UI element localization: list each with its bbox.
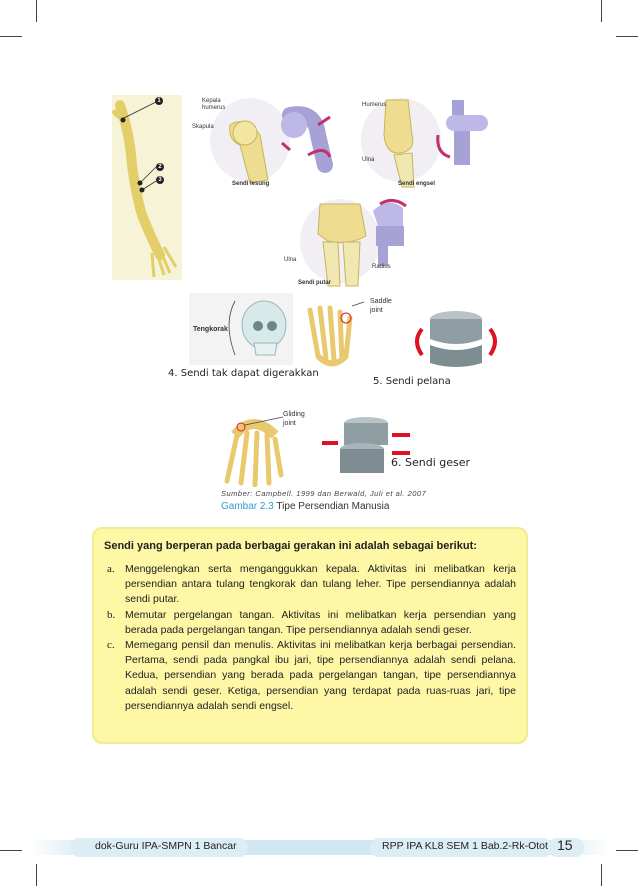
- crop-mark: [601, 0, 602, 22]
- saddle-joint-model-image: [408, 305, 504, 377]
- skull-image: [189, 293, 293, 365]
- info-box-list: [104, 562, 516, 714]
- list-item-text: Memutar pergelangan tangan. Aktivitas ini melibatkan kerja persendian yang berada pada pergelangan tangan. Tipe persendiannya adalah sendi geser.: [125, 608, 516, 636]
- gliding-joint-model-image: [318, 413, 414, 483]
- crop-mark: [0, 850, 22, 851]
- footer-right-text: RPP IPA KL8 SEM 1 Bab.2-Rk-Otot: [382, 840, 548, 852]
- crop-mark: [36, 864, 37, 886]
- list-item-marker: c.: [107, 639, 115, 652]
- label-sendi-engsel: Sendi engsel: [398, 181, 436, 187]
- crop-mark: [0, 36, 22, 37]
- label-skapula: Skapula: [192, 124, 214, 130]
- list-item-marker: a.: [107, 563, 115, 575]
- pivot-joint-image: [268, 196, 422, 290]
- gliding-joint-hand-image: [219, 405, 315, 487]
- page-number: 15: [557, 837, 573, 853]
- marker-1: 1: [155, 97, 163, 105]
- list-item-text: Menggelengkan serta menganggukkan kepala. Aktivitas ini melibatkan kerja persendian antara tulang tengkorak dan tulang leher. Tipe persendiannya adalah sendi putar.: [125, 563, 516, 606]
- label-radius: Radius: [372, 264, 391, 270]
- caption-sendi-pelana: 5. Sendi pelana: [373, 376, 451, 387]
- saddle-joint-hand-image: [298, 296, 400, 374]
- list-item-marker: b.: [107, 608, 116, 621]
- crop-mark: [616, 36, 638, 37]
- label-gliding-joint: Gliding joint: [283, 411, 305, 427]
- info-box: [92, 527, 528, 744]
- marker-2: 2: [156, 163, 164, 171]
- label-sendi-putar: Sendi putar: [298, 280, 332, 286]
- crop-mark: [36, 0, 37, 22]
- list-item-text: Memegang pensil dan menulis. Aktivitas ini melibatkan kerja berbagai persendian. Pertama, sendi pada pangkal ibu jari, tipe persendiannya adalah sendi pelana. Kedua, persendian yang berada pada pergelangan tangan, tipe persendiannya adalah sendi geser. Ketiga, persendian yang terdapat pada ruas-ruas jari, tipe persendiannya adalah sendi engsel.: [125, 639, 516, 712]
- arm-skeleton-image: [112, 95, 182, 280]
- label-sendi-lesung: Sendi lesung: [232, 181, 270, 187]
- label-tengkorak: Tengkorak: [193, 326, 228, 333]
- label-humerus: Humerus: [362, 102, 387, 108]
- hinge-joint-image: [346, 95, 502, 192]
- list-item: [104, 638, 516, 714]
- label-ulna-top: Ulna: [362, 157, 375, 163]
- crop-mark: [616, 850, 638, 851]
- list-item: [104, 608, 516, 638]
- label-ulna-mid: Ulna: [284, 257, 297, 263]
- label-saddle-joint: Saddle joint: [370, 298, 392, 314]
- caption-sendi-tak-dapat: 4. Sendi tak dapat digerakkan: [168, 368, 319, 379]
- figure-caption-number: Gambar 2.3: [221, 501, 274, 512]
- figure-source: Sumber: Campbell. 1999 dan Berwald, Juli et al. 2007: [221, 489, 427, 498]
- crop-mark: [601, 864, 602, 886]
- ball-socket-joint-image: [190, 95, 342, 192]
- list-item: [104, 562, 516, 608]
- info-box-title: Sendi yang berperan pada berbagai gerakan ini adalah sebagai berikut:: [104, 540, 477, 552]
- marker-3: 3: [156, 176, 164, 184]
- figure-caption: [221, 501, 389, 512]
- caption-sendi-geser: 6. Sendi geser: [391, 456, 471, 469]
- label-kepala-humerus: Kepala humerus: [202, 98, 226, 111]
- figure-caption-text: Tipe Persendian Manusia: [276, 501, 390, 512]
- footer-left-text: dok-Guru IPA-SMPN 1 Bancar: [95, 840, 237, 852]
